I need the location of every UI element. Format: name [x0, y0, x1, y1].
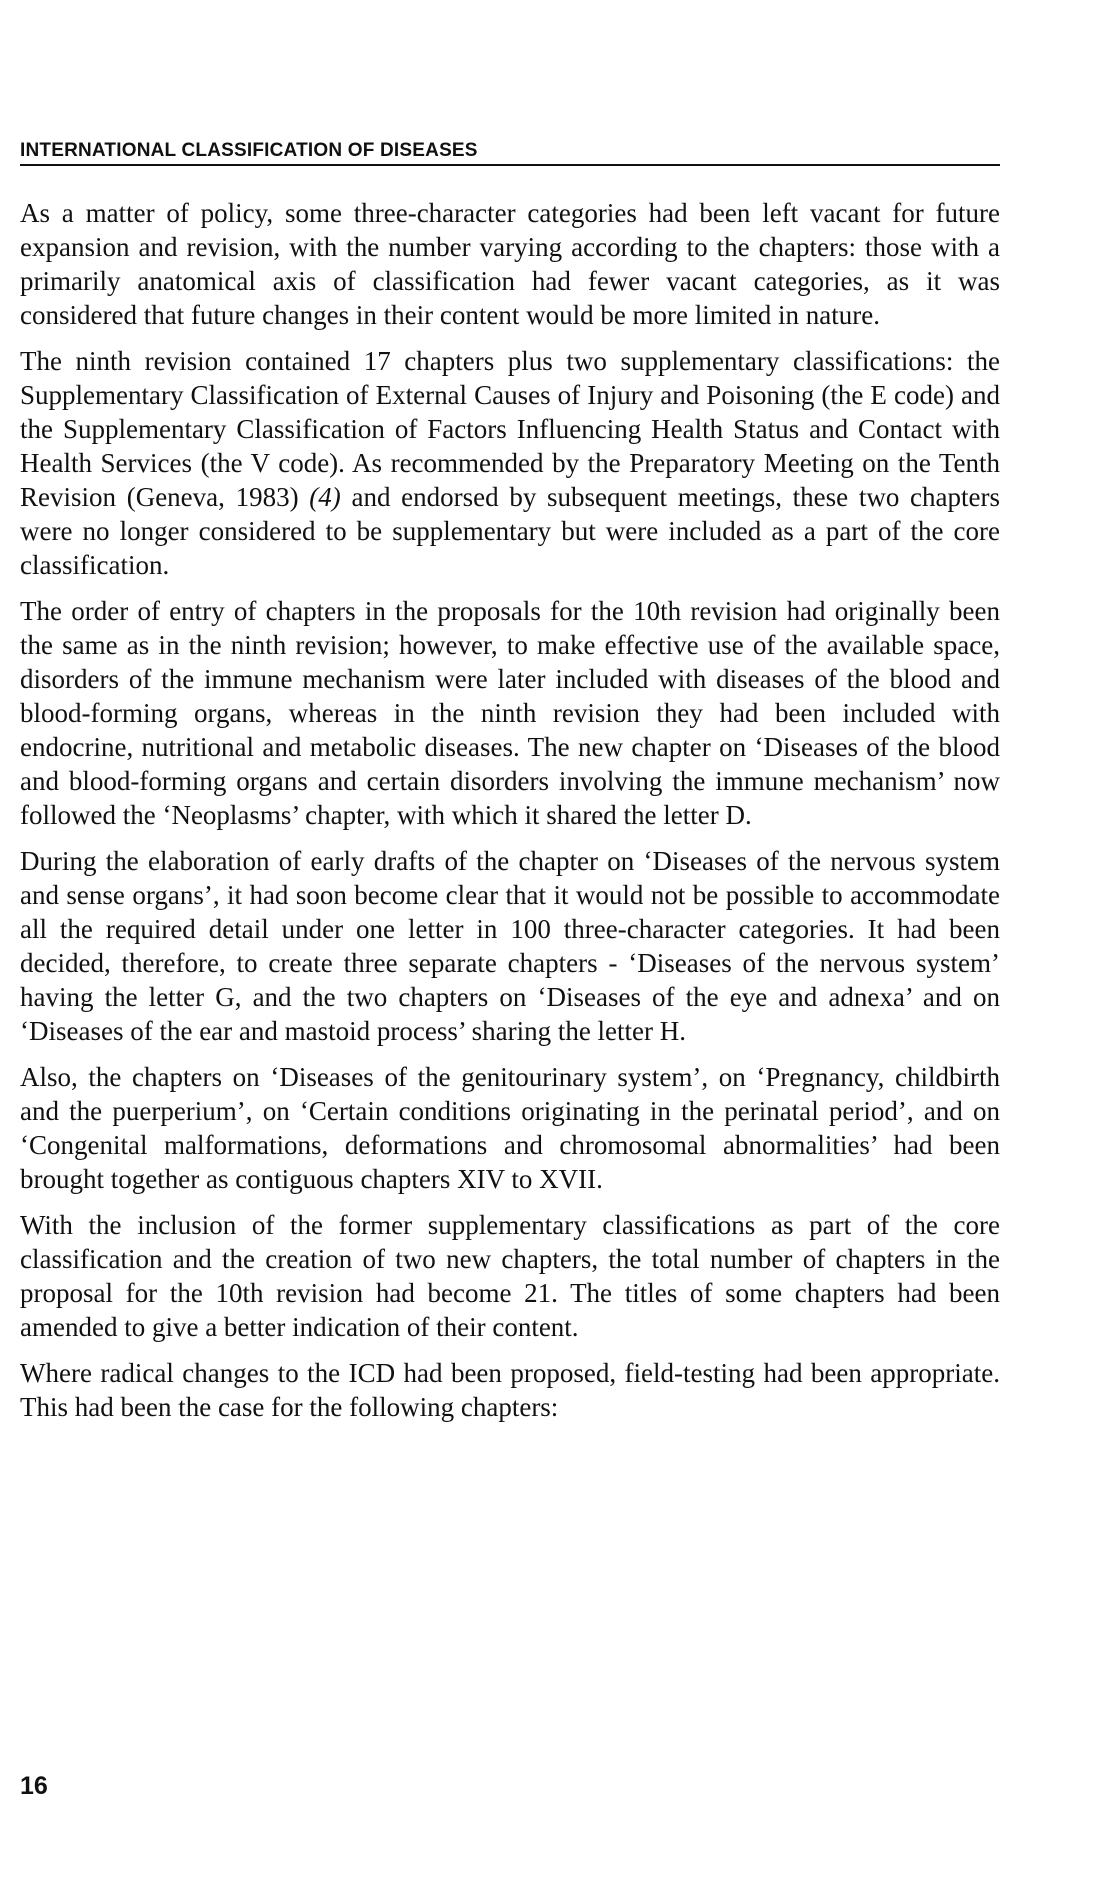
paragraph-total-chapters: With the inclusion of the former supplementary classifications as part of the core classification and the creation of two new chapters, the total number of chapters in the proposal for the 10th revision had become 21. The titles of some chapters had been amended to give a better indication of their content.	[20, 1210, 1000, 1342]
paragraph-nervous-system: During the elaboration of early drafts of the chapter on ‘Diseases of the nervous system and sense organs’, it had soon become clear that it would not be possible to accommodate all the required detail under one letter in 100 three-character categories. It had been decided, therefore, to create three separate chapters - ‘Diseases of the nervous system’ having the letter G, and the two chapters on ‘Diseases of the eye and adnexa’ and on ‘Diseases of the ear and mastoid process’ sharing the letter H.	[20, 846, 1000, 1046]
paragraph-order-of-chapters: The order of entry of chapters in the proposals for the 10th revision had originally been the same as in the ninth revision; however, to make effective use of the available space, disorders of the immune mechanism were later included with diseases of the blood and blood-forming organs, whereas in the ninth revision they had been included with endocrine, nutritional and metabolic diseases. The new chapter on ‘Diseases of the blood and blood-forming organs and certain disorders involving the immune mechanism’ now followed the ‘Neoplasms’ chapter, with which it shared the letter D.	[20, 596, 1000, 830]
paragraph-vacant-categories: As a matter of policy, some three-character categories had been left vacant for future expansion and revision, with the number varying according to the chapters: those with a primarily anatomical axis of classification had fewer vacant categories, as it was considered that future changes in their content would be more limited in nature.	[20, 198, 1000, 330]
paragraph-field-testing: Where radical changes to the ICD had been proposed, field-testing had been appropriate. This had been the case for the following chapters:	[20, 1358, 1000, 1422]
paragraph-contiguous-chapters: Also, the chapters on ‘Diseases of the genitourinary system’, on ‘Pregnancy, childbirth and the puerperium’, on ‘Certain conditions originating in the perinatal period’, and on ‘Congenital malformations, deformations and chromosomal abnormalities’ had been brought together as contiguous chapters XIV to XVII.	[20, 1062, 1000, 1194]
paragraph-ninth-revision-text-a: The ninth revision contained 17 chapters plus two supplementary classifications: the Supplementary Classification of External Causes of Injury and Poisoning (the E code) and the Supplementary Classification of Factors Influencing Health Status and Contact with Health Services (the V code). As recommended by the Preparatory Meeting on the Tenth Revision (Geneva, 1983)	[20, 346, 1000, 512]
paragraph-ninth-revision-text-b: and endorsed by subsequent meetings, these two chapters were no longer considered to be supplementary but were included as a part of the core classification.	[20, 482, 1000, 580]
paragraph-ninth-revision	[20, 344, 1000, 582]
body-text	[20, 196, 1000, 1436]
citation-reference: (4)	[309, 482, 341, 512]
running-head: INTERNATIONAL CLASSIFICATION OF DISEASES	[20, 140, 1000, 166]
page-number: 16	[20, 1772, 48, 1800]
